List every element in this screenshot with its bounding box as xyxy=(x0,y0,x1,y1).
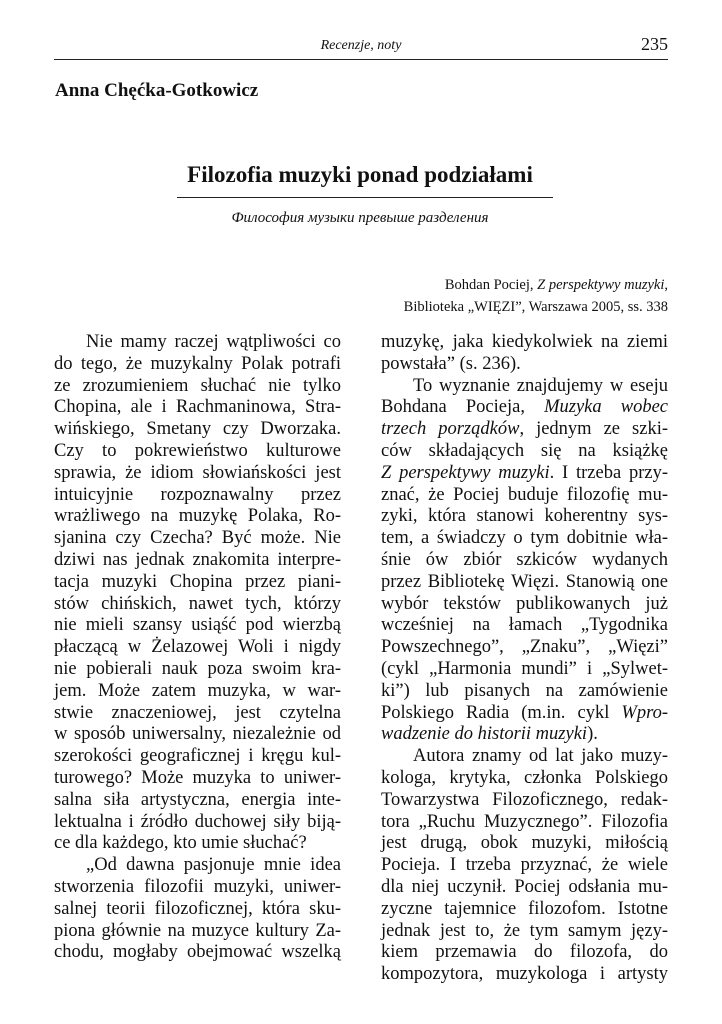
right-column xyxy=(381,332,668,986)
running-header xyxy=(54,34,668,58)
text-line: tacja muzyki Chopina przez piani- xyxy=(54,571,341,592)
text-line: ki”) lub pisanych na zamówienie xyxy=(381,680,668,701)
text-line: piona głównie na muzyce kultury Za- xyxy=(54,920,341,941)
bib-line-1: Bohdan Pociej, Z perspektywy muzyki, xyxy=(444,277,668,293)
text-line: Pocieja. I trzeba przyznać, że wiele xyxy=(381,855,668,876)
text-line: To wyznanie znajdujemy w eseju xyxy=(413,375,668,396)
text-line: tora „Ruchu Muzycznego”. Filozofia xyxy=(381,811,668,832)
text-line: nie pobierali nauk poza swoim kra- xyxy=(54,658,341,679)
text-line: jednak jest to, że tym samym języ- xyxy=(381,920,668,941)
title-rule xyxy=(177,197,553,198)
text-line: Towarzystwa Filozoficznego, redak- xyxy=(381,789,668,810)
text-line: Polskiego Radia (m.in. cykl Wpro- xyxy=(381,702,668,723)
text-line: wrażliwego na muzykę Polaka, Ro- xyxy=(54,506,341,527)
left-column xyxy=(54,332,341,964)
essay-title-cont: trzech porządków xyxy=(381,419,520,440)
text-line: „Od dawna pasjonuje mnie idea xyxy=(86,855,341,876)
text-line: tem, a świadczy o tym dobitnie wła- xyxy=(381,528,668,549)
book-title: Z perspektywy muzyki xyxy=(537,277,665,293)
text-line: płaczącą w Żelazowej Woli i nigdy xyxy=(54,637,341,658)
text-line: ze zrozumieniem słuchać nie tylko xyxy=(54,375,341,396)
text-line: jem. Może zatem muzyka, w war- xyxy=(54,680,341,701)
text-line: Bohdana Pocieja, Muzyka wobec xyxy=(381,397,669,418)
bibliographic-note xyxy=(248,274,668,318)
book-title-inline: Z perspektywy muzyki xyxy=(381,462,550,483)
text-line: wadzenie do historii muzyki). xyxy=(381,724,598,745)
text-line: sjanina czy Czecha? Być może. Nie xyxy=(54,528,341,549)
text-line: powstała” (s. 236). xyxy=(381,353,521,374)
text-line: dziwi nas jednak znakomita interpre- xyxy=(54,549,341,570)
text-line: (cykl „Harmonia mundi” i „Sylwet- xyxy=(381,658,668,679)
series-title: Wpro- xyxy=(621,702,668,723)
text-line: muzykę, jaka kiedykolwiek na ziemi xyxy=(381,332,668,352)
text-line: szerokości geograficznej i kręgu kul- xyxy=(54,746,341,767)
essay-title: Muzyka wobec xyxy=(544,397,669,418)
series-title-cont: wadzenie do historii muzyki xyxy=(381,724,588,745)
text-line: ce dla każdego, kto umie słuchać? xyxy=(54,833,307,854)
text-line: stworzenia filozofii muzyki, uniwer- xyxy=(54,876,341,897)
text-line: Z perspektywy muzyki. I trzeba przy- xyxy=(381,462,668,483)
bib-line-2: Biblioteka „WIĘZI”, Warszawa 2005, ss. 338 xyxy=(403,299,668,315)
text-line: jest drugą, obok muzyki, miłością xyxy=(381,833,668,854)
text-line: wcześniej na łamach „Tygodnika xyxy=(381,615,668,636)
text-line: kologa, krytyka, członka Polskiego xyxy=(381,767,668,788)
text-line: turowego? Może muzyka to uniwer- xyxy=(54,767,341,788)
section-title: Recenzje, noty xyxy=(320,38,402,53)
text-line: lektualna i źródło duchowej siły biją- xyxy=(54,811,341,832)
text-line: dla niej uczynił. Pociej odsłania mu- xyxy=(381,876,668,897)
text-line: sprawia, że idiom słowiańskości jest xyxy=(54,462,341,483)
text-line: Chopina, ale i Rachmaninowa, Stra- xyxy=(54,397,341,418)
text-line: salnej teorii filozoficznej, która sku- xyxy=(54,898,341,919)
text-line: trzech porządków, jednym ze szki- xyxy=(381,419,668,440)
text-line: wybór tekstów publikowanych już xyxy=(381,593,668,614)
text-line: stów chińskich, nawet tych, którzy xyxy=(54,593,341,614)
text-line: kiem przemawia do filozofa, do xyxy=(381,942,668,963)
text-line: Nie mamy raczej wątpliwości co xyxy=(86,332,341,352)
text-line: Czy to pokrewieństwo kulturowe xyxy=(54,440,341,461)
text-line: ców składających się na książkę xyxy=(381,440,668,461)
text-line: stwie znaczeniowej, jest czytelna xyxy=(54,702,341,723)
author-name: Anna Chęćka-Gotkowicz xyxy=(55,80,259,101)
text-line: zyczne tajemnice filozofom. Istotne xyxy=(381,898,668,919)
text-line: kompozytora, muzykologa i artysty xyxy=(381,964,668,985)
text-line: śnie ów zbiór szkiców wydanych xyxy=(381,549,668,570)
text-line: przez Bibliotekę Więzi. Stanowią one xyxy=(381,571,668,592)
article-title: Filozofia muzyki ponad podziałami xyxy=(187,162,533,187)
text-line: znać, że Pociej buduje filozofię mu- xyxy=(381,484,668,505)
text-line: nie mieli szansy usiąść pod wierzbą xyxy=(54,615,341,636)
text-line: chodu, mogłaby obejmować wszelką xyxy=(54,942,341,963)
text-line: do tego, że muzykalny Polak potrafi xyxy=(54,353,341,374)
text-line: salna siła artystyczna, energia inte- xyxy=(54,789,341,810)
text-line: Autora znamy od lat jako muzy- xyxy=(413,746,668,767)
page-number: 235 xyxy=(641,34,668,54)
text-line: intuicyjnie rozpoznawalny przez xyxy=(54,484,341,505)
article-subtitle: Философия музыки превыше разделения xyxy=(231,210,489,226)
text-line: w sposób uniwersalny, niezależnie od xyxy=(54,724,341,745)
text-line: Powszechnego”, „Znaku”, „Więzi” xyxy=(381,637,668,658)
text-line: wińskiego, Smetany czy Dworzaka. xyxy=(54,419,341,440)
header-rule xyxy=(54,59,668,60)
text-line: zyki, która stanowi koherentny sys- xyxy=(381,506,668,527)
